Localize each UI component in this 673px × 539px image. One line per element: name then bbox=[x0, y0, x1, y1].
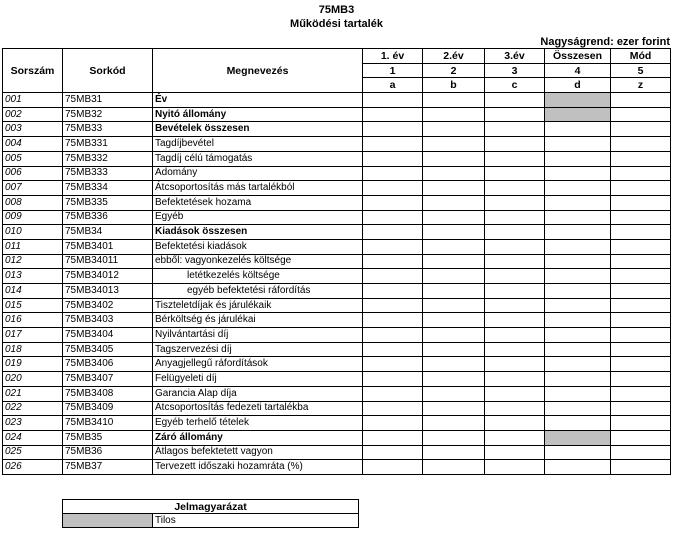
cell-year2[interactable] bbox=[423, 372, 485, 387]
cell-year1[interactable] bbox=[363, 430, 423, 445]
cell-total[interactable] bbox=[545, 166, 611, 181]
cell-total[interactable] bbox=[545, 386, 611, 401]
row-code: 75MB35 bbox=[63, 430, 153, 445]
row-code: 75MB37 bbox=[63, 460, 153, 475]
table-row bbox=[3, 416, 671, 431]
cell-year3[interactable] bbox=[485, 210, 545, 225]
cell-year3[interactable] bbox=[485, 181, 545, 196]
row-name: Bérköltség és járulékai bbox=[153, 313, 363, 328]
row-name: Adomány bbox=[153, 166, 363, 181]
table-row bbox=[3, 342, 671, 357]
cell-mode[interactable] bbox=[611, 460, 671, 475]
cell-total[interactable] bbox=[545, 93, 611, 108]
cell-total[interactable] bbox=[545, 107, 611, 122]
cell-total[interactable] bbox=[545, 372, 611, 387]
header-col5: Mód bbox=[611, 49, 671, 64]
table-row bbox=[3, 195, 671, 210]
header-sorszam: Sorszám bbox=[3, 49, 63, 93]
cell-total[interactable] bbox=[545, 342, 611, 357]
row-name: Átcsoportosítás fedezeti tartalékba bbox=[153, 401, 363, 416]
cell-total[interactable] bbox=[545, 254, 611, 269]
table-row bbox=[3, 210, 671, 225]
row-number: 023 bbox=[3, 416, 63, 431]
cell-total[interactable] bbox=[545, 195, 611, 210]
table-row bbox=[3, 445, 671, 460]
row-number: 009 bbox=[3, 210, 63, 225]
cell-mode[interactable] bbox=[611, 137, 671, 152]
cell-total[interactable] bbox=[545, 225, 611, 240]
row-number: 019 bbox=[3, 357, 63, 372]
header-col4-num: 4 bbox=[545, 63, 611, 78]
cell-mode[interactable] bbox=[611, 416, 671, 431]
cell-mode[interactable] bbox=[611, 445, 671, 460]
row-number: 001 bbox=[3, 93, 63, 108]
row-number: 006 bbox=[3, 166, 63, 181]
cell-year2[interactable] bbox=[423, 151, 485, 166]
cell-year1[interactable] bbox=[363, 254, 423, 269]
cell-total[interactable] bbox=[545, 210, 611, 225]
table-row bbox=[3, 166, 671, 181]
cell-year2[interactable] bbox=[423, 93, 485, 108]
header-col3-letter: c bbox=[485, 78, 545, 93]
cell-total[interactable] bbox=[545, 151, 611, 166]
cell-year2[interactable] bbox=[423, 445, 485, 460]
cell-year3[interactable] bbox=[485, 137, 545, 152]
cell-total[interactable] bbox=[545, 181, 611, 196]
legend-title: Jelmagyarázat bbox=[63, 500, 359, 514]
cell-mode[interactable] bbox=[611, 372, 671, 387]
cell-year2[interactable] bbox=[423, 225, 485, 240]
table-row bbox=[3, 313, 671, 328]
row-name: Bevételek összesen bbox=[153, 122, 363, 137]
row-number: 003 bbox=[3, 122, 63, 137]
cell-year2[interactable] bbox=[423, 298, 485, 313]
cell-year3[interactable] bbox=[485, 445, 545, 460]
cell-year2[interactable] bbox=[423, 137, 485, 152]
cell-mode[interactable] bbox=[611, 239, 671, 254]
table-row bbox=[3, 357, 671, 372]
row-number: 005 bbox=[3, 151, 63, 166]
table-row bbox=[3, 430, 671, 445]
cell-year3[interactable] bbox=[485, 342, 545, 357]
row-number: 025 bbox=[3, 445, 63, 460]
cell-year1[interactable] bbox=[363, 416, 423, 431]
cell-year3[interactable] bbox=[485, 151, 545, 166]
header-sorkod: Sorkód bbox=[63, 49, 153, 93]
cell-year3[interactable] bbox=[485, 166, 545, 181]
row-code: 75MB3408 bbox=[63, 386, 153, 401]
header-col3-num: 3 bbox=[485, 63, 545, 78]
row-number: 015 bbox=[3, 298, 63, 313]
row-number: 018 bbox=[3, 342, 63, 357]
cell-mode[interactable] bbox=[611, 284, 671, 299]
cell-total[interactable] bbox=[545, 328, 611, 343]
cell-mode[interactable] bbox=[611, 401, 671, 416]
row-code: 75MB3407 bbox=[63, 372, 153, 387]
table-row bbox=[3, 122, 671, 137]
cell-mode[interactable] bbox=[611, 254, 671, 269]
table-row bbox=[3, 328, 671, 343]
row-name: Garancia Alap díja bbox=[153, 386, 363, 401]
table-row bbox=[3, 225, 671, 240]
row-code: 75MB32 bbox=[63, 107, 153, 122]
table-body bbox=[3, 93, 671, 475]
cell-year1[interactable] bbox=[363, 151, 423, 166]
row-name: Tagszervezési díj bbox=[153, 342, 363, 357]
form-code: 75MB3 bbox=[318, 4, 355, 16]
row-name: letétkezelés költsége bbox=[153, 269, 363, 284]
cell-year3[interactable] bbox=[485, 284, 545, 299]
row-code: 75MB333 bbox=[63, 166, 153, 181]
cell-mode[interactable] bbox=[611, 298, 671, 313]
cell-year3[interactable] bbox=[485, 225, 545, 240]
cell-year1[interactable] bbox=[363, 107, 423, 122]
header-megnevezes: Megnevezés bbox=[153, 49, 363, 93]
cell-year1[interactable] bbox=[363, 210, 423, 225]
header-col1-num: 1 bbox=[363, 63, 423, 78]
cell-year2[interactable] bbox=[423, 430, 485, 445]
row-code: 75MB3410 bbox=[63, 416, 153, 431]
cell-year1[interactable] bbox=[363, 284, 423, 299]
cell-total[interactable] bbox=[545, 430, 611, 445]
cell-year2[interactable] bbox=[423, 239, 485, 254]
cell-total[interactable] bbox=[545, 401, 611, 416]
cell-year1[interactable] bbox=[363, 195, 423, 210]
cell-year2[interactable] bbox=[423, 195, 485, 210]
row-number: 011 bbox=[3, 239, 63, 254]
header-col1: 1. év bbox=[363, 49, 423, 64]
row-number: 016 bbox=[3, 313, 63, 328]
cell-year1[interactable] bbox=[363, 122, 423, 137]
row-name: Záró állomány bbox=[153, 430, 363, 445]
row-code: 75MB336 bbox=[63, 210, 153, 225]
row-name: Év bbox=[153, 93, 363, 108]
header-col5-letter: z bbox=[611, 78, 671, 93]
cell-year3[interactable] bbox=[485, 416, 545, 431]
row-number: 008 bbox=[3, 195, 63, 210]
header-col5-num: 5 bbox=[611, 63, 671, 78]
cell-year2[interactable] bbox=[423, 357, 485, 372]
cell-year2[interactable] bbox=[423, 181, 485, 196]
row-name: Befektetési kiadások bbox=[153, 239, 363, 254]
cell-mode[interactable] bbox=[611, 210, 671, 225]
cell-year3[interactable] bbox=[485, 122, 545, 137]
cell-year1[interactable] bbox=[363, 181, 423, 196]
cell-year1[interactable] bbox=[363, 342, 423, 357]
cell-mode[interactable] bbox=[611, 342, 671, 357]
cell-total[interactable] bbox=[545, 284, 611, 299]
row-number: 013 bbox=[3, 269, 63, 284]
table-row bbox=[3, 254, 671, 269]
table-row bbox=[3, 107, 671, 122]
cell-year1[interactable] bbox=[363, 357, 423, 372]
header-col2-letter: b bbox=[423, 78, 485, 93]
form-title: Működési tartalék bbox=[290, 18, 383, 30]
row-number: 021 bbox=[3, 386, 63, 401]
row-number: 020 bbox=[3, 372, 63, 387]
row-code: 75MB3401 bbox=[63, 239, 153, 254]
cell-year1[interactable] bbox=[363, 328, 423, 343]
table-row bbox=[3, 239, 671, 254]
cell-mode[interactable] bbox=[611, 269, 671, 284]
cell-year2[interactable] bbox=[423, 460, 485, 475]
row-name: Tagdíj célú támogatás bbox=[153, 151, 363, 166]
row-name: Átcsoportosítás más tartalékból bbox=[153, 181, 363, 196]
cell-year2[interactable] bbox=[423, 269, 485, 284]
cell-year3[interactable] bbox=[485, 254, 545, 269]
cell-year3[interactable] bbox=[485, 107, 545, 122]
table-row bbox=[3, 460, 671, 475]
row-code: 75MB331 bbox=[63, 137, 153, 152]
row-name: Egyéb bbox=[153, 210, 363, 225]
cell-mode[interactable] bbox=[611, 430, 671, 445]
row-code: 75MB3409 bbox=[63, 401, 153, 416]
cell-year3[interactable] bbox=[485, 195, 545, 210]
row-code: 75MB34012 bbox=[63, 269, 153, 284]
unit-label: Nagyságrend: ezer forint bbox=[540, 36, 670, 48]
cell-total[interactable] bbox=[545, 460, 611, 475]
row-number: 012 bbox=[3, 254, 63, 269]
row-code: 75MB3404 bbox=[63, 328, 153, 343]
cell-year3[interactable] bbox=[485, 430, 545, 445]
cell-mode[interactable] bbox=[611, 166, 671, 181]
cell-year2[interactable] bbox=[423, 107, 485, 122]
cell-total[interactable] bbox=[545, 445, 611, 460]
legend-swatch bbox=[63, 514, 153, 528]
table-row bbox=[3, 93, 671, 108]
header-col3: 3.év bbox=[485, 49, 545, 64]
cell-year2[interactable] bbox=[423, 210, 485, 225]
cell-total[interactable] bbox=[545, 239, 611, 254]
row-number: 007 bbox=[3, 181, 63, 196]
cell-year3[interactable] bbox=[485, 357, 545, 372]
row-name: egyéb befektetési ráfordítás bbox=[153, 284, 363, 299]
cell-year3[interactable] bbox=[485, 386, 545, 401]
table-row bbox=[3, 181, 671, 196]
cell-total[interactable] bbox=[545, 298, 611, 313]
row-name: Nyitó állomány bbox=[153, 107, 363, 122]
cell-year2[interactable] bbox=[423, 254, 485, 269]
header-col4-letter: d bbox=[545, 78, 611, 93]
cell-year2[interactable] bbox=[423, 342, 485, 357]
cell-year1[interactable] bbox=[363, 401, 423, 416]
table-row bbox=[3, 137, 671, 152]
cell-year2[interactable] bbox=[423, 416, 485, 431]
cell-mode[interactable] bbox=[611, 107, 671, 122]
row-number: 004 bbox=[3, 137, 63, 152]
cell-total[interactable] bbox=[545, 122, 611, 137]
row-code: 75MB33 bbox=[63, 122, 153, 137]
cell-year1[interactable] bbox=[363, 372, 423, 387]
row-number: 014 bbox=[3, 284, 63, 299]
row-code: 75MB34013 bbox=[63, 284, 153, 299]
row-code: 75MB3402 bbox=[63, 298, 153, 313]
cell-year3[interactable] bbox=[485, 298, 545, 313]
cell-total[interactable] bbox=[545, 269, 611, 284]
row-name: Tagdíjbevétel bbox=[153, 137, 363, 152]
row-code: 75MB3403 bbox=[63, 313, 153, 328]
cell-mode[interactable] bbox=[611, 195, 671, 210]
row-code: 75MB335 bbox=[63, 195, 153, 210]
table-row bbox=[3, 372, 671, 387]
table-row bbox=[3, 298, 671, 313]
cell-year3[interactable] bbox=[485, 93, 545, 108]
cell-mode[interactable] bbox=[611, 313, 671, 328]
cell-year2[interactable] bbox=[423, 401, 485, 416]
cell-year1[interactable] bbox=[363, 269, 423, 284]
row-name: ebből: vagyonkezelés költsége bbox=[153, 254, 363, 269]
cell-mode[interactable] bbox=[611, 225, 671, 240]
table-row bbox=[3, 284, 671, 299]
cell-year3[interactable] bbox=[485, 460, 545, 475]
legend-table bbox=[62, 499, 359, 528]
row-code: 75MB334 bbox=[63, 181, 153, 196]
table-row bbox=[3, 386, 671, 401]
row-name: Kiadások összesen bbox=[153, 225, 363, 240]
cell-year1[interactable] bbox=[363, 93, 423, 108]
row-number: 017 bbox=[3, 328, 63, 343]
data-table bbox=[2, 48, 671, 475]
row-name: Átlagos befektetett vagyon bbox=[153, 445, 363, 460]
header-col1-letter: a bbox=[363, 78, 423, 93]
table-row bbox=[3, 151, 671, 166]
cell-year2[interactable] bbox=[423, 313, 485, 328]
cell-year3[interactable] bbox=[485, 269, 545, 284]
row-code: 75MB3405 bbox=[63, 342, 153, 357]
row-name: Tiszteletdíjak és járulékaik bbox=[153, 298, 363, 313]
row-code: 75MB34 bbox=[63, 225, 153, 240]
row-code: 75MB36 bbox=[63, 445, 153, 460]
cell-year2[interactable] bbox=[423, 328, 485, 343]
row-name: Anyagjellegű ráfordítások bbox=[153, 357, 363, 372]
cell-year1[interactable] bbox=[363, 137, 423, 152]
row-code: 75MB3406 bbox=[63, 357, 153, 372]
cell-year2[interactable] bbox=[423, 284, 485, 299]
row-number: 022 bbox=[3, 401, 63, 416]
cell-mode[interactable] bbox=[611, 93, 671, 108]
cell-mode[interactable] bbox=[611, 181, 671, 196]
cell-year1[interactable] bbox=[363, 166, 423, 181]
row-code: 75MB34011 bbox=[63, 254, 153, 269]
cell-year1[interactable] bbox=[363, 225, 423, 240]
cell-mode[interactable] bbox=[611, 328, 671, 343]
cell-year1[interactable] bbox=[363, 313, 423, 328]
cell-year3[interactable] bbox=[485, 372, 545, 387]
row-number: 024 bbox=[3, 430, 63, 445]
row-name: Nyilvántartási díj bbox=[153, 328, 363, 343]
cell-year1[interactable] bbox=[363, 239, 423, 254]
cell-mode[interactable] bbox=[611, 151, 671, 166]
cell-year1[interactable] bbox=[363, 445, 423, 460]
row-name: Tervezett időszaki hozamráta (%) bbox=[153, 460, 363, 475]
cell-year2[interactable] bbox=[423, 386, 485, 401]
cell-mode[interactable] bbox=[611, 122, 671, 137]
cell-year1[interactable] bbox=[363, 386, 423, 401]
cell-year2[interactable] bbox=[423, 122, 485, 137]
cell-year1[interactable] bbox=[363, 460, 423, 475]
header-col2-num: 2 bbox=[423, 63, 485, 78]
row-name: Felügyeleti díj bbox=[153, 372, 363, 387]
cell-total[interactable] bbox=[545, 357, 611, 372]
row-code: 75MB31 bbox=[63, 93, 153, 108]
row-number: 010 bbox=[3, 225, 63, 240]
row-number: 026 bbox=[3, 460, 63, 475]
cell-year3[interactable] bbox=[485, 328, 545, 343]
cell-mode[interactable] bbox=[611, 357, 671, 372]
cell-year2[interactable] bbox=[423, 166, 485, 181]
legend-label: Tilos bbox=[153, 514, 359, 528]
cell-year3[interactable] bbox=[485, 239, 545, 254]
cell-year3[interactable] bbox=[485, 401, 545, 416]
table-row bbox=[3, 401, 671, 416]
cell-year3[interactable] bbox=[485, 313, 545, 328]
row-code: 75MB332 bbox=[63, 151, 153, 166]
row-name: Befektetések hozama bbox=[153, 195, 363, 210]
row-number: 002 bbox=[3, 107, 63, 122]
cell-year1[interactable] bbox=[363, 298, 423, 313]
cell-total[interactable] bbox=[545, 137, 611, 152]
header-col2: 2.év bbox=[423, 49, 485, 64]
table-row bbox=[3, 269, 671, 284]
cell-mode[interactable] bbox=[611, 386, 671, 401]
header-col4: Összesen bbox=[545, 49, 611, 64]
cell-total[interactable] bbox=[545, 416, 611, 431]
cell-total[interactable] bbox=[545, 313, 611, 328]
row-name: Egyéb terhelő tételek bbox=[153, 416, 363, 431]
